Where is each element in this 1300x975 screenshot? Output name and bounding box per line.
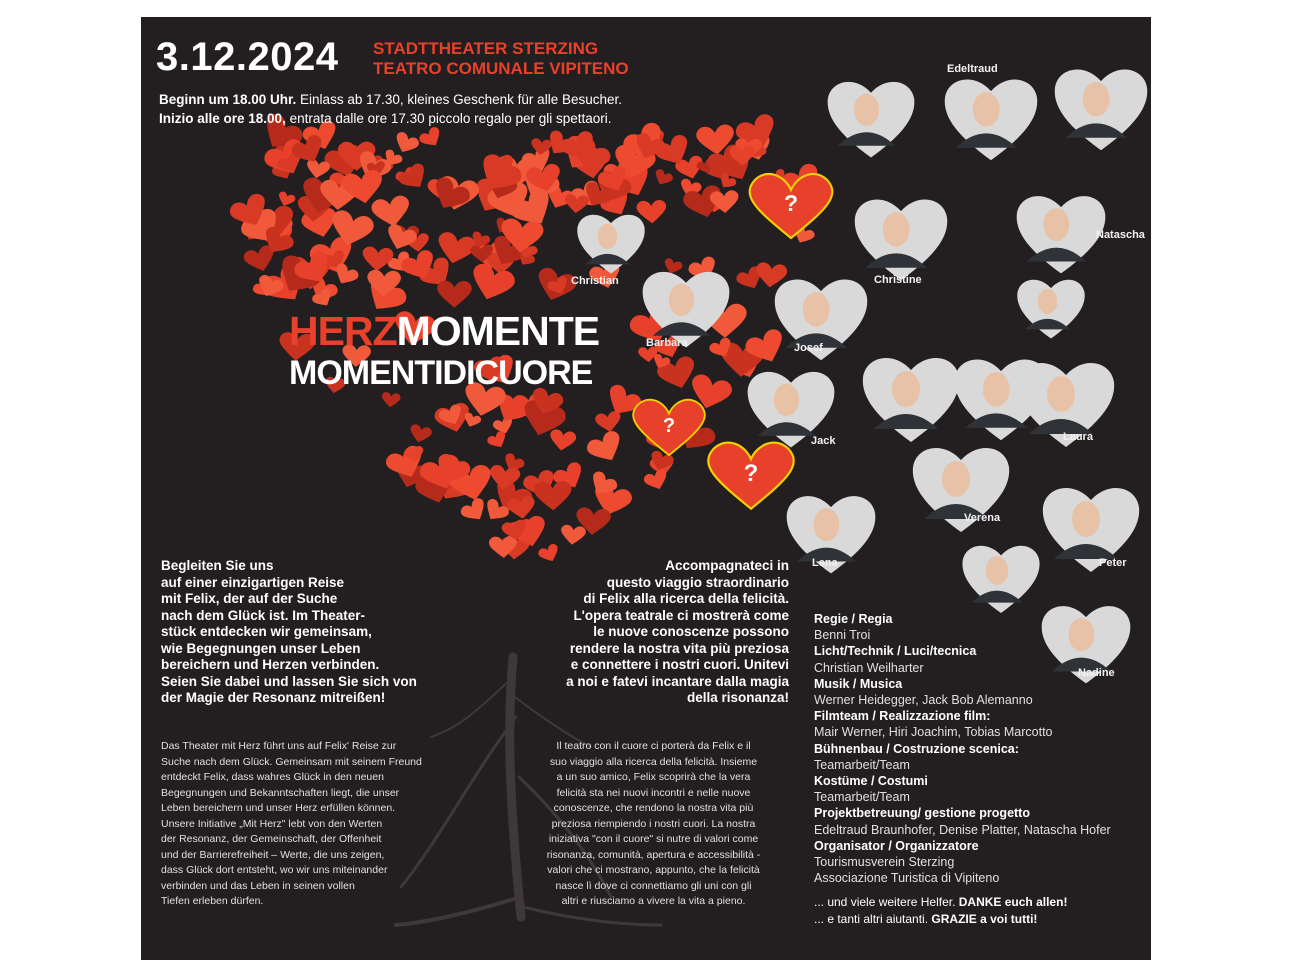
question-mark: ?	[662, 414, 676, 437]
person-name-label: Lena	[812, 557, 838, 569]
text-line: Tiefen erleben dürfen.	[161, 895, 264, 907]
leaf-heart	[548, 428, 577, 452]
text-line: wie Begegnungen unser Leben	[161, 640, 361, 656]
portrait-photo	[853, 194, 949, 280]
time-info-it: Inizio alle ore 18.00, entrata dalle ore 17.30 piccolo regalo per gli spettaori.	[159, 111, 612, 126]
venue-it: TEATRO COMUNALE VIPITENO	[373, 59, 629, 78]
text-line: Il teatro con il cuore ci porterà da Felix e il	[556, 740, 751, 752]
leaf-heart	[381, 392, 401, 409]
title-de: HERZMOMENTE	[289, 308, 600, 354]
portrait-photo	[1053, 64, 1149, 150]
credit-heading: Filmteam / Realizzazione film:	[814, 709, 991, 724]
body-it	[516, 739, 791, 910]
leaf-heart	[396, 161, 431, 195]
leaf-heart	[370, 194, 413, 230]
text-line: questo viaggio straordinario	[606, 574, 789, 590]
closing-de: ... und viele weitere Helfer. DANKE euch allen!	[814, 895, 1068, 909]
text-line: Leben bereichern und unser Herz erfüllen können.	[161, 802, 396, 814]
credit-value: Mair Werner, Hiri Joachim, Tobias Marcotto	[814, 725, 1053, 740]
person-name-label: Christian	[571, 275, 619, 287]
credit-value: Christian Weilharter	[814, 660, 924, 675]
leaf-heart	[534, 481, 573, 511]
text-line: nasce lì dove ci connettiamo gli uni con gli	[555, 879, 752, 892]
text-line: und der Barrierefreiheit – Werte, die uns zeigen,	[161, 848, 385, 861]
leaf-heart	[408, 423, 433, 445]
person-name-label: Jack	[811, 435, 836, 447]
text-line: Begleiten Sie uns	[161, 558, 274, 573]
portrait-photo	[943, 74, 1039, 160]
text-line: a un suo amico, Felix scoprirà che la vera	[556, 771, 751, 783]
leaf-heart	[437, 281, 472, 308]
question-mark: ?	[743, 459, 759, 487]
text-line: iniziativa "con il cuore" si nutre di valori come	[548, 833, 759, 845]
text-line: bereichern und Herzen verbinden.	[161, 657, 380, 672]
text-line: der Magie der Resonanz mitreißen!	[161, 690, 386, 705]
credit-value: Teamarbeit/Team	[814, 790, 910, 805]
venue	[373, 39, 629, 79]
credit-heading: Bühnenbau / Costruzione scenica:	[814, 741, 1019, 756]
text-line: verbinden und das Leben in seinen vollen	[161, 879, 355, 892]
text-line: valori che ci mostrano, appunto, che la felicità	[547, 864, 760, 876]
mystery-heart	[708, 443, 793, 509]
portrait-photo	[1016, 276, 1086, 339]
person-name-label: Laura	[1063, 431, 1093, 443]
text-line: L'opera teatrale ci mostrerà come	[573, 607, 789, 623]
text-line: auf einer einzigartigen Reise	[161, 574, 345, 590]
text-line: der Resonanz, der Gemeinschaft, der Offenheit	[161, 833, 382, 845]
body-de	[161, 739, 491, 910]
text-line: rendere la nostra vita più preziosa	[569, 640, 789, 656]
text-line: preziosa riempiendo i nostri cuori. La nostra	[551, 817, 756, 830]
text-line: risonanza, comunità, apertura e accessibilità -	[546, 848, 761, 861]
text-line: le nuove conoscenze possono	[593, 624, 789, 639]
text-line: Seien Sie dabei und lassen Sie sich von	[161, 673, 417, 689]
text-line: di Felix alla ricerca della felicità.	[583, 591, 789, 606]
text-line: altri e riusciamo a vivere la vita a pieno.	[561, 895, 746, 907]
leaf-heart	[466, 261, 517, 306]
portrait-photo	[1015, 191, 1107, 274]
credit-value: Benni Troi	[814, 628, 871, 643]
portrait-photo	[576, 211, 646, 274]
text-line: dass Glück dort entsteht, wo wir uns miteinander	[161, 864, 388, 876]
closing	[814, 894, 1067, 928]
credit-heading: Kostüme / Costumi	[814, 774, 928, 789]
text-line: Begegnungen und Bekanntschaften liegt, die unser	[161, 786, 400, 799]
person-name-label: Barbara	[646, 337, 688, 349]
leaf-heart	[594, 410, 623, 434]
intro-it	[519, 558, 789, 707]
credit-value: Tourismusverein Sterzing	[814, 855, 955, 870]
text-line: entdeckt Felix, dass wahres Glück in den neuen	[161, 771, 384, 783]
question-mark: ?	[783, 190, 799, 216]
person-name-label: Natascha	[1096, 229, 1145, 241]
portrait-photo	[953, 354, 1049, 440]
portrait-photo	[961, 541, 1041, 613]
person-name-label: Josef	[794, 342, 823, 354]
leaf-heart	[652, 168, 675, 189]
venue-de: STADTTHEATER STERZING	[373, 39, 599, 58]
text-line: suo viaggio alla ricerca della felicità. Insieme	[549, 755, 758, 768]
credit-value: Edeltraud Braunhofer, Denise Platter, Natascha Hofer	[814, 822, 1111, 837]
person-name-label: Peter	[1099, 557, 1127, 569]
credit-heading: Regie / Regia	[814, 612, 893, 626]
leaf-heart	[560, 524, 587, 546]
credit-value: Teamarbeit/Team	[814, 757, 910, 772]
person-name-label: Christine	[874, 274, 922, 286]
credit-heading: Licht/Technik / Luci/tecnica	[814, 644, 977, 659]
leaf-heart	[459, 496, 491, 526]
text-line: a noi e fatevi incantare dalla magia	[566, 673, 789, 689]
text-line: mit Felix, der auf der Suche	[161, 591, 338, 606]
leaf-heart	[361, 246, 394, 272]
text-line: e connettere i nostri cuori. Unitevi	[570, 657, 789, 672]
title-it: MOMENTIDICUORE	[289, 354, 593, 392]
person-name-label: Nadine	[1078, 667, 1115, 679]
credit-heading: Organisator / Organizzatore	[814, 838, 979, 853]
portrait-photo	[826, 77, 916, 158]
leaf-heart	[276, 190, 296, 208]
closing-it: ... e tanti altri aiutanti. GRAZIE a voi tutti!	[814, 912, 1038, 926]
text-line: Unsere Initiative „Mit Herz" lebt von den Werten	[161, 817, 383, 830]
text-line: Accompagnateci in	[665, 558, 789, 573]
leaf-heart	[584, 428, 627, 468]
person-name-label: Verena	[964, 512, 1001, 524]
intro-de	[161, 558, 501, 707]
portrait-photo	[641, 267, 731, 348]
credits	[814, 611, 1144, 886]
text-line: Das Theater mit Herz führt uns auf Felix' Reise zur	[161, 740, 397, 752]
credit-value: Associazione Turistica di Vipiteno	[814, 871, 1000, 886]
text-line: felicità sta nei nuovi incontri e nelle nuove	[556, 786, 751, 799]
event-poster	[141, 17, 1151, 960]
person-name-label: Edeltraud	[947, 63, 998, 75]
text-line: conoscenze, che rendono la nostra vita più	[553, 802, 754, 814]
time-info-de: Beginn um 18.00 Uhr. Einlass ab 17.30, kleines Geschenk für alle Besucher.	[159, 92, 622, 107]
text-line: Suche nach dem Glück. Gemeinsam mit seinem Freund	[161, 755, 422, 768]
credit-heading: Musik / Musica	[814, 676, 903, 691]
time-info	[159, 90, 622, 128]
text-line: della risonanza!	[686, 690, 789, 705]
leaf-heart	[488, 464, 522, 492]
event-date: 3.12.2024	[156, 35, 339, 79]
portrait-photo	[861, 352, 961, 442]
credit-value: Werner Heidegger, Jack Bob Alemanno	[814, 693, 1033, 708]
leaf-heart	[391, 130, 420, 157]
credit-heading: Projektbetreuung/ gestione progetto	[814, 806, 1030, 821]
leaf-heart	[417, 125, 445, 151]
text-line: nach dem Glück ist. Im Theater-	[161, 607, 366, 623]
text-line: stück entdecken wir gemeinsam,	[161, 624, 372, 639]
